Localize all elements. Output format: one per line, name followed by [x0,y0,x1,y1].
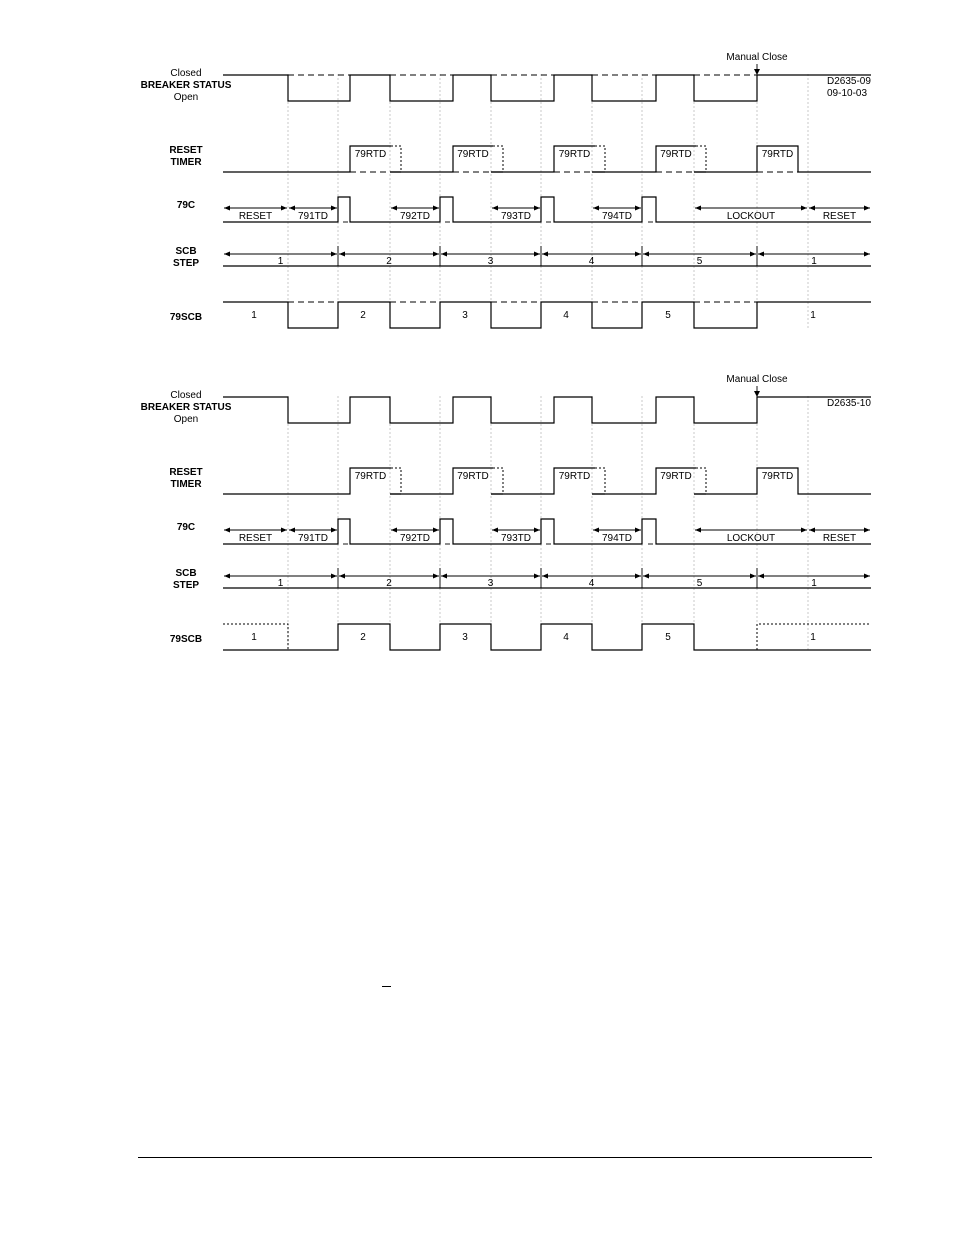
arrowhead [441,574,447,579]
79scb-value: 1 [251,310,257,321]
label-79c: 79C [176,522,196,533]
reset-timer-dotted [391,146,401,172]
breaker-status-wave [223,397,871,423]
79scb-value: 5 [665,632,671,643]
label-reset: RESET [169,467,203,478]
arrowhead [593,206,599,211]
drawing-code: D2635-10 [827,398,871,409]
arrowhead [433,528,439,533]
arrowhead [224,528,230,533]
arrowhead [331,206,337,211]
arrowhead [339,252,345,257]
label-breaker-status: BREAKER STATUS [140,402,232,413]
79c-interval-label: RESET [238,533,273,544]
label-open: Open [173,414,199,425]
arrowhead [224,206,230,211]
arrowhead [635,206,641,211]
rtd-label: 79RTD [558,471,591,482]
scb-step-value: 4 [588,256,595,267]
manual-close-arrowhead [754,391,760,397]
arrowhead [809,206,815,211]
drawing-code: D2635-09 [827,76,871,87]
arrowhead [635,574,641,579]
79c-interval-label: 791TD [297,211,329,222]
79scb-value: 1 [251,632,257,643]
scb-step-value: 1 [277,578,284,589]
arrowhead [542,252,548,257]
rtd-label: 79RTD [660,471,692,482]
79c-interval-label: 794TD [601,211,633,222]
label-79scb: 79SCB [169,634,203,645]
arrowhead [289,528,295,533]
label-breaker-status: BREAKER STATUS [140,80,232,91]
79c-interval-label: 792TD [399,533,431,544]
arrowhead [593,528,599,533]
arrowhead [289,206,295,211]
arrowhead [224,252,230,257]
79scb-value: 2 [360,632,366,643]
scb-step-value: 2 [386,256,392,267]
arrowhead [391,206,397,211]
label-timer: TIMER [170,157,202,168]
label-79scb: 79SCB [169,312,203,323]
79scb-value: 4 [563,310,569,321]
arrowhead [492,206,498,211]
arrowhead [339,574,345,579]
arrowhead [635,252,641,257]
arrowhead [758,252,764,257]
79c-interval-label: 794TD [601,533,633,544]
label-scb: SCB [175,246,197,257]
arrowhead [534,206,540,211]
manual-close-arrowhead [754,69,760,75]
arrowhead [331,252,337,257]
scb-step-value: 1 [277,256,284,267]
arrowhead [864,574,870,579]
arrowhead [433,206,439,211]
79c-interval-label: LOCKOUT [726,211,776,222]
arrowhead [331,574,337,579]
79c-interval-label: 793TD [500,211,532,222]
rtd-label: 79RTD [354,471,387,482]
arrowhead [492,528,498,533]
79scb-wave [223,624,871,650]
reset-timer-dotted [696,468,706,494]
rtd-label: 79RTD [558,149,591,160]
79scb-value: 1 [810,632,816,643]
manual-close-label: Manual Close [726,374,788,385]
arrowhead [864,252,870,257]
79scb-value: 4 [563,632,569,643]
label-scb: SCB [175,568,197,579]
label-open: Open [173,92,199,103]
scb-step-value: 3 [487,256,494,267]
arrowhead [542,574,548,579]
scb-step-value: 2 [386,578,392,589]
scb-step-value: 5 [696,578,703,589]
reset-timer-dotted [595,146,605,172]
reset-timer-dotted [696,146,706,172]
timing-figure-2 [141,374,872,652]
arrowhead [534,252,540,257]
arrowhead [864,528,870,533]
arrowhead [433,574,439,579]
79scb-value: 2 [360,310,366,321]
rtd-label: 79RTD [354,149,387,160]
arrowhead [224,574,230,579]
rtd-label: 79RTD [660,149,692,160]
stray-mark [382,986,391,987]
arrowhead [534,574,540,579]
arrowhead [635,528,641,533]
manual-close-label: Manual Close [726,52,788,63]
arrowhead [441,252,447,257]
label-79c: 79C [176,200,196,211]
label-timer: TIMER [170,479,202,490]
79c-interval-label: LOCKOUT [726,533,776,544]
label-step: STEP [172,580,200,591]
reset-timer-dotted [391,468,401,494]
label-closed: Closed [170,390,202,401]
arrowhead [391,528,397,533]
79scb-value: 1 [810,310,816,321]
79scb-value: 5 [665,310,671,321]
arrowhead [281,528,287,533]
arrowhead [695,528,701,533]
scb-step-value: 4 [588,578,595,589]
arrowhead [801,528,807,533]
footer-rule [138,1157,872,1158]
label-step: STEP [172,258,200,269]
arrowhead [534,528,540,533]
breaker-status-wave [223,75,871,101]
79c-interval-label: 791TD [297,533,329,544]
arrowhead [643,252,649,257]
arrowhead [809,528,815,533]
79c-interval-label: RESET [822,211,857,222]
arrowhead [695,206,701,211]
label-closed: Closed [170,68,202,79]
reset-timer-dotted [595,468,605,494]
79scb-wave [223,302,871,328]
drawing-date: 09-10-03 [827,88,868,99]
arrowhead [750,574,756,579]
79c-interval-label: RESET [238,211,273,222]
rtd-label: 79RTD [457,471,489,482]
scb-step-value: 5 [696,256,703,267]
rtd-label: 79RTD [761,149,794,160]
79c-interval-label: RESET [822,533,857,544]
arrowhead [643,574,649,579]
arrowhead [801,206,807,211]
reset-timer-dotted [493,146,503,172]
79c-interval-label: 793TD [500,533,532,544]
arrowhead [864,206,870,211]
arrowhead [758,574,764,579]
arrowhead [331,528,337,533]
reset-timer-dotted [493,468,503,494]
79c-interval-label: 792TD [399,211,431,222]
scb-step-value: 1 [811,578,817,589]
scb-step-value: 1 [811,256,817,267]
79scb-value: 3 [462,632,468,643]
arrowhead [433,252,439,257]
scb-step-value: 3 [487,578,494,589]
rtd-label: 79RTD [761,471,794,482]
79scb-value: 3 [462,310,468,321]
arrowhead [281,206,287,211]
timing-figure-1 [141,52,872,330]
label-reset: RESET [169,145,203,156]
rtd-label: 79RTD [457,149,489,160]
arrowhead [750,252,756,257]
